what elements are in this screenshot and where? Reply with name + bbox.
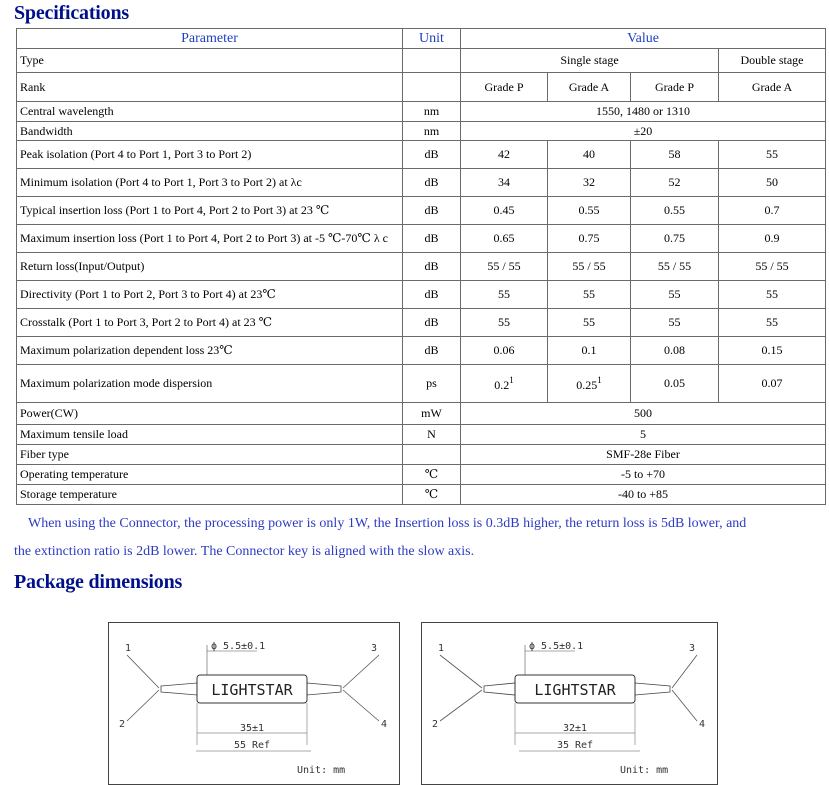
ref-label: 55 Ref [233, 740, 271, 751]
unit-label: Unit: mm [297, 765, 346, 776]
fiber-port-4 [343, 690, 379, 721]
row-value: 500 [461, 403, 826, 425]
fiber-port-1 [440, 655, 482, 688]
left-boot [484, 683, 515, 695]
value-cell: 55 / 55 [719, 253, 826, 281]
right-boot [307, 683, 341, 695]
row-unit: ℃ [403, 465, 461, 485]
value-cell: 0.75 [631, 225, 719, 253]
port-1-label: 1 [438, 643, 445, 654]
row-unit: ℃ [403, 485, 461, 505]
value-cell: 55 [548, 309, 631, 337]
row-label: Crosstalk (Port 1 to Port 3, Port 2 to Port 4) at 23 ℃ [17, 309, 403, 337]
value-text: 0.05 [664, 376, 685, 390]
table-row [17, 465, 826, 485]
row-label: Bandwidth [17, 122, 403, 141]
row-value: SMF-28e Fiber [461, 445, 826, 465]
row-unit: dB [403, 253, 461, 281]
package-drawing-double-stage [421, 622, 718, 785]
row-label: Maximum tensile load [17, 425, 403, 445]
pmd-row [17, 365, 826, 403]
fiber-port-1 [127, 655, 159, 688]
ref-label: 35 Ref [556, 740, 594, 751]
dimension-drawing [109, 623, 399, 784]
row-label: Maximum insertion loss (Port 1 to Port 4, Port 2 to Port 3) at -5 ℃-70℃ λ c [17, 225, 403, 253]
port-3-label: 3 [689, 643, 696, 654]
rank-row [17, 73, 826, 102]
port-1-label: 1 [125, 643, 132, 654]
value-text: 0.2 [494, 377, 510, 392]
row-value: -40 to +85 [461, 485, 826, 505]
connector-note [14, 510, 814, 566]
value-cell: 55 [719, 281, 826, 309]
table-row [17, 169, 826, 197]
row-label: Storage temperature [17, 485, 403, 505]
package-drawing-single-stage [108, 622, 400, 785]
row-unit: dB [403, 281, 461, 309]
row-unit: dB [403, 309, 461, 337]
value-cell: 0.75 [548, 225, 631, 253]
value-cell: 55 [719, 141, 826, 169]
grade-cell: Grade P [461, 73, 548, 102]
value-cell: 55 / 55 [461, 253, 548, 281]
row-label: Maximum polarization mode dispersion [17, 365, 403, 403]
row-label: Type [17, 49, 403, 73]
fiber-port-2 [440, 690, 482, 721]
header-row [17, 29, 826, 49]
grade-cell: Grade P [631, 73, 719, 102]
specifications-heading: Specifications [14, 2, 129, 24]
value-cell: 34 [461, 169, 548, 197]
value-cell: 52 [631, 169, 719, 197]
row-value: 5 [461, 425, 826, 445]
value-text: 0.07 [761, 376, 783, 390]
header-parameter: Parameter [17, 29, 403, 49]
value-cell: 0.65 [461, 225, 548, 253]
brand-label: LIGHTSTAR [534, 681, 616, 699]
row-label: Return loss(Input/Output) [17, 253, 403, 281]
dimension-drawing [422, 623, 717, 784]
diameter-label: ϕ 5.5±0.1 [211, 641, 266, 652]
value-cell: 40 [548, 141, 631, 169]
row-label: Maximum polarization dependent loss 23℃ [17, 337, 403, 365]
length-label: 35±1 [239, 723, 265, 734]
value-cell: 32 [548, 169, 631, 197]
row-label: Fiber type [17, 445, 403, 465]
table-row [17, 281, 826, 309]
value-cell: 55 [719, 309, 826, 337]
value-cell [631, 365, 719, 403]
value-cell: 55 [461, 281, 548, 309]
value-cell: 0.06 [461, 337, 548, 365]
value-cell: 55 [461, 309, 548, 337]
table-row [17, 425, 826, 445]
fiber-port-2 [127, 690, 159, 721]
port-4-label: 4 [381, 719, 388, 730]
diameter-label: ϕ 5.5±0.1 [529, 641, 584, 652]
value-cell [461, 365, 548, 403]
value-cell [719, 365, 826, 403]
value-cell: 55 [631, 309, 719, 337]
value-cell: 0.45 [461, 197, 548, 225]
row-unit: nm [403, 122, 461, 141]
row-label: Directivity (Port 1 to Port 2, Port 3 to Port 4) at 23℃ [17, 281, 403, 309]
right-boot [635, 683, 670, 695]
row-value: -5 to +70 [461, 465, 826, 485]
note-line-1: When using the Connector, the processing power is only 1W, the Insertion loss is 0.3dB higher, the return loss is 5dB lower, and [28, 516, 747, 531]
row-label: Operating temperature [17, 465, 403, 485]
port-2-label: 2 [432, 719, 439, 730]
length-label: 32±1 [562, 723, 588, 734]
table-row [17, 122, 826, 141]
row-value: 1550, 1480 or 1310 [461, 102, 826, 122]
value-cell: 0.55 [631, 197, 719, 225]
row-label: Typical insertion loss (Port 1 to Port 4, Port 2 to Port 3) at 23 ℃ [17, 197, 403, 225]
table-row [17, 141, 826, 169]
row-unit: dB [403, 169, 461, 197]
grade-cell: Grade A [548, 73, 631, 102]
row-label: Central wavelength [17, 102, 403, 122]
left-boot [161, 683, 197, 695]
value-cell: 0.15 [719, 337, 826, 365]
table-row [17, 445, 826, 465]
value-cell: 0.1 [548, 337, 631, 365]
package-dimensions-heading: Package dimensions [14, 571, 183, 593]
footnote-marker: 1 [509, 374, 514, 385]
footnote-marker: 1 [597, 374, 602, 385]
fiber-port-3 [672, 655, 697, 688]
port-4-label: 4 [699, 719, 706, 730]
port-3-label: 3 [371, 643, 378, 654]
value-cell [548, 365, 631, 403]
table-row [17, 102, 826, 122]
row-label: Peak isolation (Port 4 to Port 1, Port 3 to Port 2) [17, 141, 403, 169]
value-cell: 0.7 [719, 197, 826, 225]
row-unit: mW [403, 403, 461, 425]
row-label: Rank [17, 73, 403, 102]
table-row [17, 197, 826, 225]
table-row [17, 309, 826, 337]
type-double-stage: Double stage [719, 49, 826, 73]
row-label: Minimum isolation (Port 4 to Port 1, Port 3 to Port 2) at λc [17, 169, 403, 197]
header-unit: Unit [403, 29, 461, 49]
row-unit: ps [403, 365, 461, 403]
port-2-label: 2 [119, 719, 126, 730]
value-cell: 0.08 [631, 337, 719, 365]
value-cell: 55 / 55 [548, 253, 631, 281]
row-unit [403, 73, 461, 102]
row-label: Power(CW) [17, 403, 403, 425]
row-unit: dB [403, 225, 461, 253]
table-row [17, 225, 826, 253]
grade-cell: Grade A [719, 73, 826, 102]
unit-label: Unit: mm [620, 765, 669, 776]
header-value: Value [461, 29, 826, 49]
value-cell: 0.55 [548, 197, 631, 225]
value-cell: 0.9 [719, 225, 826, 253]
table-row [17, 337, 826, 365]
table-row [17, 253, 826, 281]
row-unit: dB [403, 337, 461, 365]
value-cell: 55 / 55 [631, 253, 719, 281]
row-unit: dB [403, 197, 461, 225]
value-text: 0.25 [576, 377, 598, 392]
brand-label: LIGHTSTAR [211, 681, 293, 699]
row-unit: N [403, 425, 461, 445]
value-cell: 55 [548, 281, 631, 309]
specifications-table [16, 28, 826, 505]
fiber-port-3 [343, 655, 379, 688]
row-unit: nm [403, 102, 461, 122]
row-value: ±20 [461, 122, 826, 141]
value-cell: 50 [719, 169, 826, 197]
type-single-stage: Single stage [461, 49, 719, 73]
table-row [17, 403, 826, 425]
note-line-2: the extinction ratio is 2dB lower. The Connector key is aligned with the slow axis. [14, 544, 475, 559]
type-row [17, 49, 826, 73]
value-cell: 58 [631, 141, 719, 169]
table-row [17, 485, 826, 505]
value-cell: 42 [461, 141, 548, 169]
row-unit [403, 49, 461, 73]
value-cell: 55 [631, 281, 719, 309]
fiber-port-4 [672, 690, 697, 721]
row-unit: dB [403, 141, 461, 169]
row-unit [403, 445, 461, 465]
